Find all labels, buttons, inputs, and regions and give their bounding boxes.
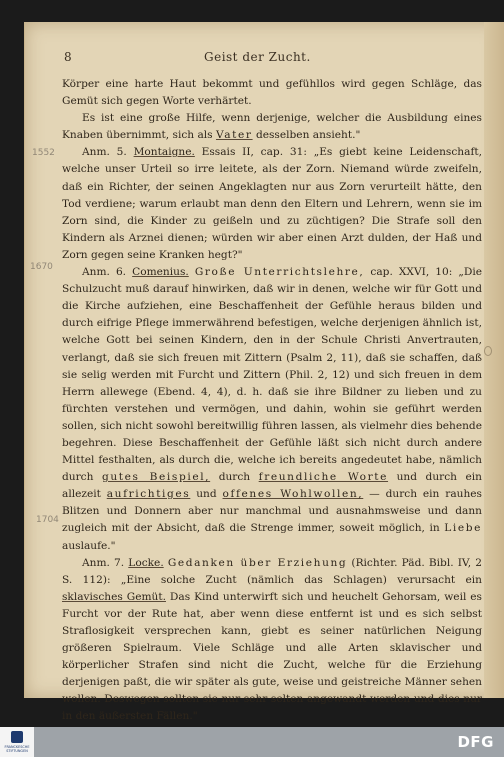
viewer-footer	[0, 727, 504, 757]
margin-note-1704: 1704	[36, 515, 59, 525]
body-text	[62, 76, 482, 726]
margin-note-1670: 1670	[30, 262, 53, 272]
note-6-title: Große Unterrichtslehre,	[194, 266, 365, 279]
note-7: Anm. 7. Locke. Gedanken über Erziehung (Richter. Päd. Bibl. IV, 2 S. 112): „Eine solche Zucht (nämlich das Schlagen) verursacht ein sklavisches Gemüt. Das Kind unterwirft sich und heuchelt Gehorsam, weil es Furcht vor der Rute hat, aber wenn diese entfernt ist und es sich selbst Straflosigkeit versprechen kann, giebt es seiner natürlichen Neigung größeren Spielraum. Viele Schläge und alle Arten sklavischer und körperlicher Strafen sind nicht die Zucht, welche für die Erziehung derjenigen paßt, die wir später als gute, weise und geistreiche Männer sehen wollen. Deswegen sollten sie nur sehr selten angewandt werden und dies nur in den äußersten Fällen."	[62, 556, 482, 723]
note-7-author: Locke.	[128, 556, 164, 569]
emphasis-vater: Vater	[215, 129, 253, 142]
francke-logo-text: FRANCKESCHE STIFTUNGEN	[4, 745, 30, 753]
note-5-label: Anm. 5.	[82, 146, 127, 159]
note-7-text-a: (Richter. Päd. Bibl. IV, 2 S. 112): „Eine solche Zucht (nämlich das Schlagen) verursacht ein	[62, 556, 482, 586]
page-edge	[484, 22, 504, 698]
page-header	[64, 50, 484, 68]
note-5-text: Essais II, cap. 31: „Es giebt keine Leidenschaft, welche unser Urteil so irre leitete, als der Zorn. Niemand würde zweifeln, daß ein Richter, der seinen Angeklagten nur aus Zorn verurteilt hätte, den Tod verdiene; warum erlaubt man denn den Eltern und Lehrern, wenn sie im Zorn sind, die Kinder zu geißeln und zu züchtigen? Die Strafe soll den Kindern als Arznei dienen; würden wir aber einen Arzt dulden, der Haß und Zorn gegen seine Kranken hegt?"	[62, 146, 482, 261]
dfg-logo[interactable]: DFG	[457, 733, 494, 751]
note-7-title: Gedanken über Erziehung	[167, 556, 348, 569]
page-number: 8	[64, 50, 72, 64]
note-7-label: Anm. 7.	[82, 556, 125, 569]
francke-logo[interactable]	[0, 727, 34, 757]
note-6-author: Comenius.	[132, 266, 189, 279]
paragraph-continuation: Körper eine harte Haut bekommt und gefühllos wird gegen Schläge, das Gemüt sich gegen Worte verhärtet.	[62, 78, 482, 108]
running-head: Geist der Zucht.	[204, 50, 311, 64]
margin-note-1552: 1552	[32, 148, 55, 158]
note-6: Anm. 6. Comenius. Große Unterrichtslehre, cap. XXVI, 10: „Die Schulzucht muß darauf hinwirken, daß wir in denen, welche wir für Gott und die Kirche aufziehen, eine Beschaffenheit der Gefühle heraus bilden und durch eifrige Pflege immerwährend befestigen, welche derjenigen ähnlich ist, welche Gott bei seinen Kindern, den in der Schule Christi Anvertrauten, verlangt, daß sie sich freuen mit Zittern (Psalm 2, 11), daß sie schaffen, daß sie selig werden mit Furcht und Zittern (Phil. 2, 12) und sich freuen in dem Herrn allewege (Ebend. 4, 4), d. h. daß sie ihre Bildner zu lieben und zu fürchten verstehen und vermögen, und dahin, wohin sie geführt werden sollen, sich nicht sowohl bereitwillig führen lassen, als vielmehr dies behende begehren. Diese Beschaffenheit der Gefühle läßt sich nicht durch andere Mittel festhalten, als durch die, welche ich bereits angedeutet habe, nämlich durch gutes Beispiel, durch freundliche Worte und durch ein allezeit aufrichtiges und offenes Wohlwollen, — durch ein rauhes Blitzen und Donnern aber nur manchmal und ausnahmsweise und dann zugleich mit der Absicht, daß die Strenge immer, soweit möglich, in Liebe auslaufe."	[62, 266, 482, 552]
note-6-label: Anm. 6.	[82, 266, 127, 279]
paragraph-vater: Es ist eine große Hilfe, wenn derjenige, welcher die Ausbildung eines Knaben übernimmt, sich als Vater desselben ansieht."	[62, 112, 482, 142]
note-6-text-a: cap. XXVI, 10: „Die Schulzucht muß darauf hinwirken, daß wir in denen, welche wir für Gott und die Kirche aufziehen, eine Beschaffenheit der Gefühle heraus bilden und durch eifrige Pflege immerwährend befestigen, welche derjenigen ähnlich ist, welche Gott bei seinen Kindern, den in der Schule Christi Anvertrauten, verlangt, daß sie sich freuen mit Zittern (Psalm 2, 11), daß sie schaffen, daß sie selig werden mit Furcht und Zittern (Phil. 2, 12) und sich freuen in dem Herrn allewege (Ebend. 4, 4), d. h. daß sie ihre Bildner zu lieben und zu fürchten verstehen und vermögen, und dahin, wohin sie geführt werden sollen, sich nicht sowohl bereitwillig führen lassen, als vielmehr dies behende begehren. Diese Beschaffenheit der Gefühle läßt sich nicht durch andere Mittel festhalten, als durch die, welche ich bereits angedeutet habe, nämlich durch	[62, 266, 482, 484]
note-5	[62, 144, 482, 264]
francke-logo-icon	[11, 731, 23, 743]
note-5-author: Montaigne.	[133, 146, 195, 159]
pencil-mark	[484, 346, 492, 356]
